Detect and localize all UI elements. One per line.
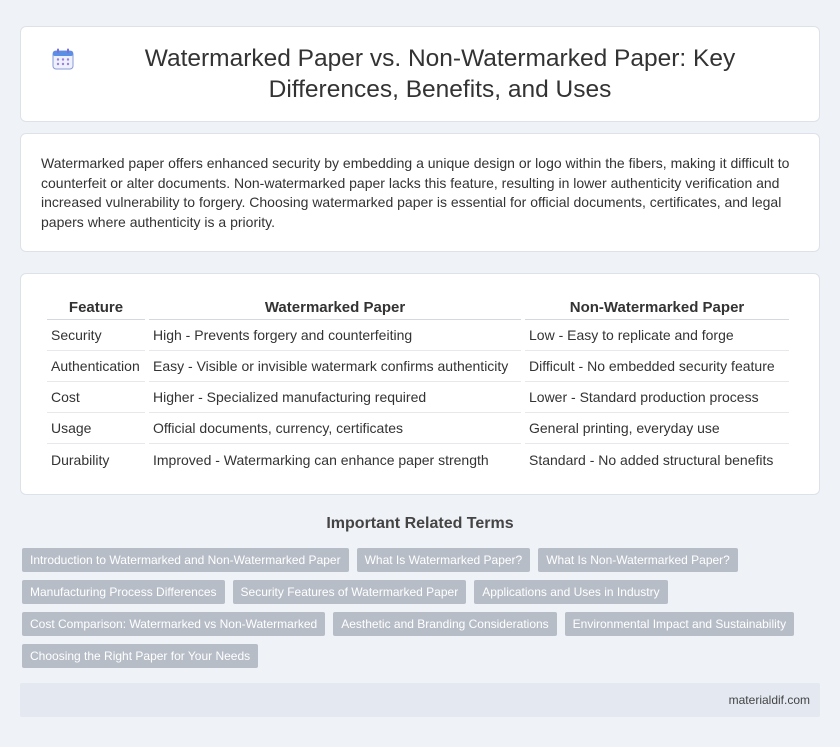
related-term-tag[interactable]: Introduction to Watermarked and Non-Watermarked Paper [22,548,349,572]
related-term-tag[interactable]: Cost Comparison: Watermarked vs Non-Watermarked [22,612,325,636]
site-name[interactable]: materialdif.com [728,693,810,707]
page-title: Watermarked Paper vs. Non-Watermarked Paper: Key Differences, Benefits, and Uses [144,45,736,103]
table-cell: Lower - Standard production process [525,382,789,413]
table-cell: Security [47,320,145,351]
table-row [47,320,789,351]
related-term-tag[interactable]: Security Features of Watermarked Paper [233,580,467,604]
table-cell: Low - Easy to replicate and forge [525,320,789,351]
table-cell: High - Prevents forgery and counterfeiting [149,320,521,351]
related-term-tag[interactable]: Manufacturing Process Differences [22,580,225,604]
footer [20,683,820,717]
header-card [20,26,820,122]
table-cell: Difficult - No embedded security feature [525,351,789,382]
table-cell: Authentication [47,351,145,382]
column-header: Watermarked Paper [149,296,521,320]
related-terms-title: Important Related Terms [326,515,514,532]
table-cell: Standard - No added structural benefits [529,451,774,468]
table-header-row [47,296,789,320]
related-term-tag[interactable]: Aesthetic and Branding Considerations [333,612,556,636]
related-term-tag[interactable]: Environmental Impact and Sustainability [565,612,794,636]
column-header: Feature [47,296,145,320]
comparison-table-card [20,273,820,495]
table-row [47,413,789,444]
table-cell: Easy - Visible or invisible watermark confirms authenticity [149,351,521,382]
column-header: Non-Watermarked Paper [525,296,789,320]
intro-card [20,133,820,252]
table-cell: Official documents, currency, certificates [149,413,521,444]
related-terms-list [22,548,802,668]
table-row [47,351,789,382]
related-term-tag[interactable]: Applications and Uses in Industry [474,580,667,604]
table-row [47,444,789,475]
table-cell: Usage [47,413,145,444]
related-term-tag[interactable]: What Is Non-Watermarked Paper? [538,548,738,572]
table-row [47,382,789,413]
table-cell: Higher - Specialized manufacturing required [149,382,521,413]
intro-paragraph: Watermarked paper offers enhanced security by embedding a unique design or logo within the fibers, making it difficult to counterfeit or alter documents. Non-watermarked paper lacks this feature, resulting in lower authenticity verification and increased vulnerability to forgery. Choosing watermarked paper is essential for official documents, certificates, and legal papers where authenticity is a priority. [41,155,790,230]
table-cell: Cost [47,382,145,413]
table-cell: Durability [51,451,110,468]
comparison-table [43,296,793,475]
table-cell: General printing, everyday use [525,413,789,444]
related-term-tag[interactable]: What Is Watermarked Paper? [357,548,531,572]
table-cell: Improved - Watermarking can enhance paper strength [153,451,489,468]
related-term-tag[interactable]: Choosing the Right Paper for Your Needs [22,644,258,668]
